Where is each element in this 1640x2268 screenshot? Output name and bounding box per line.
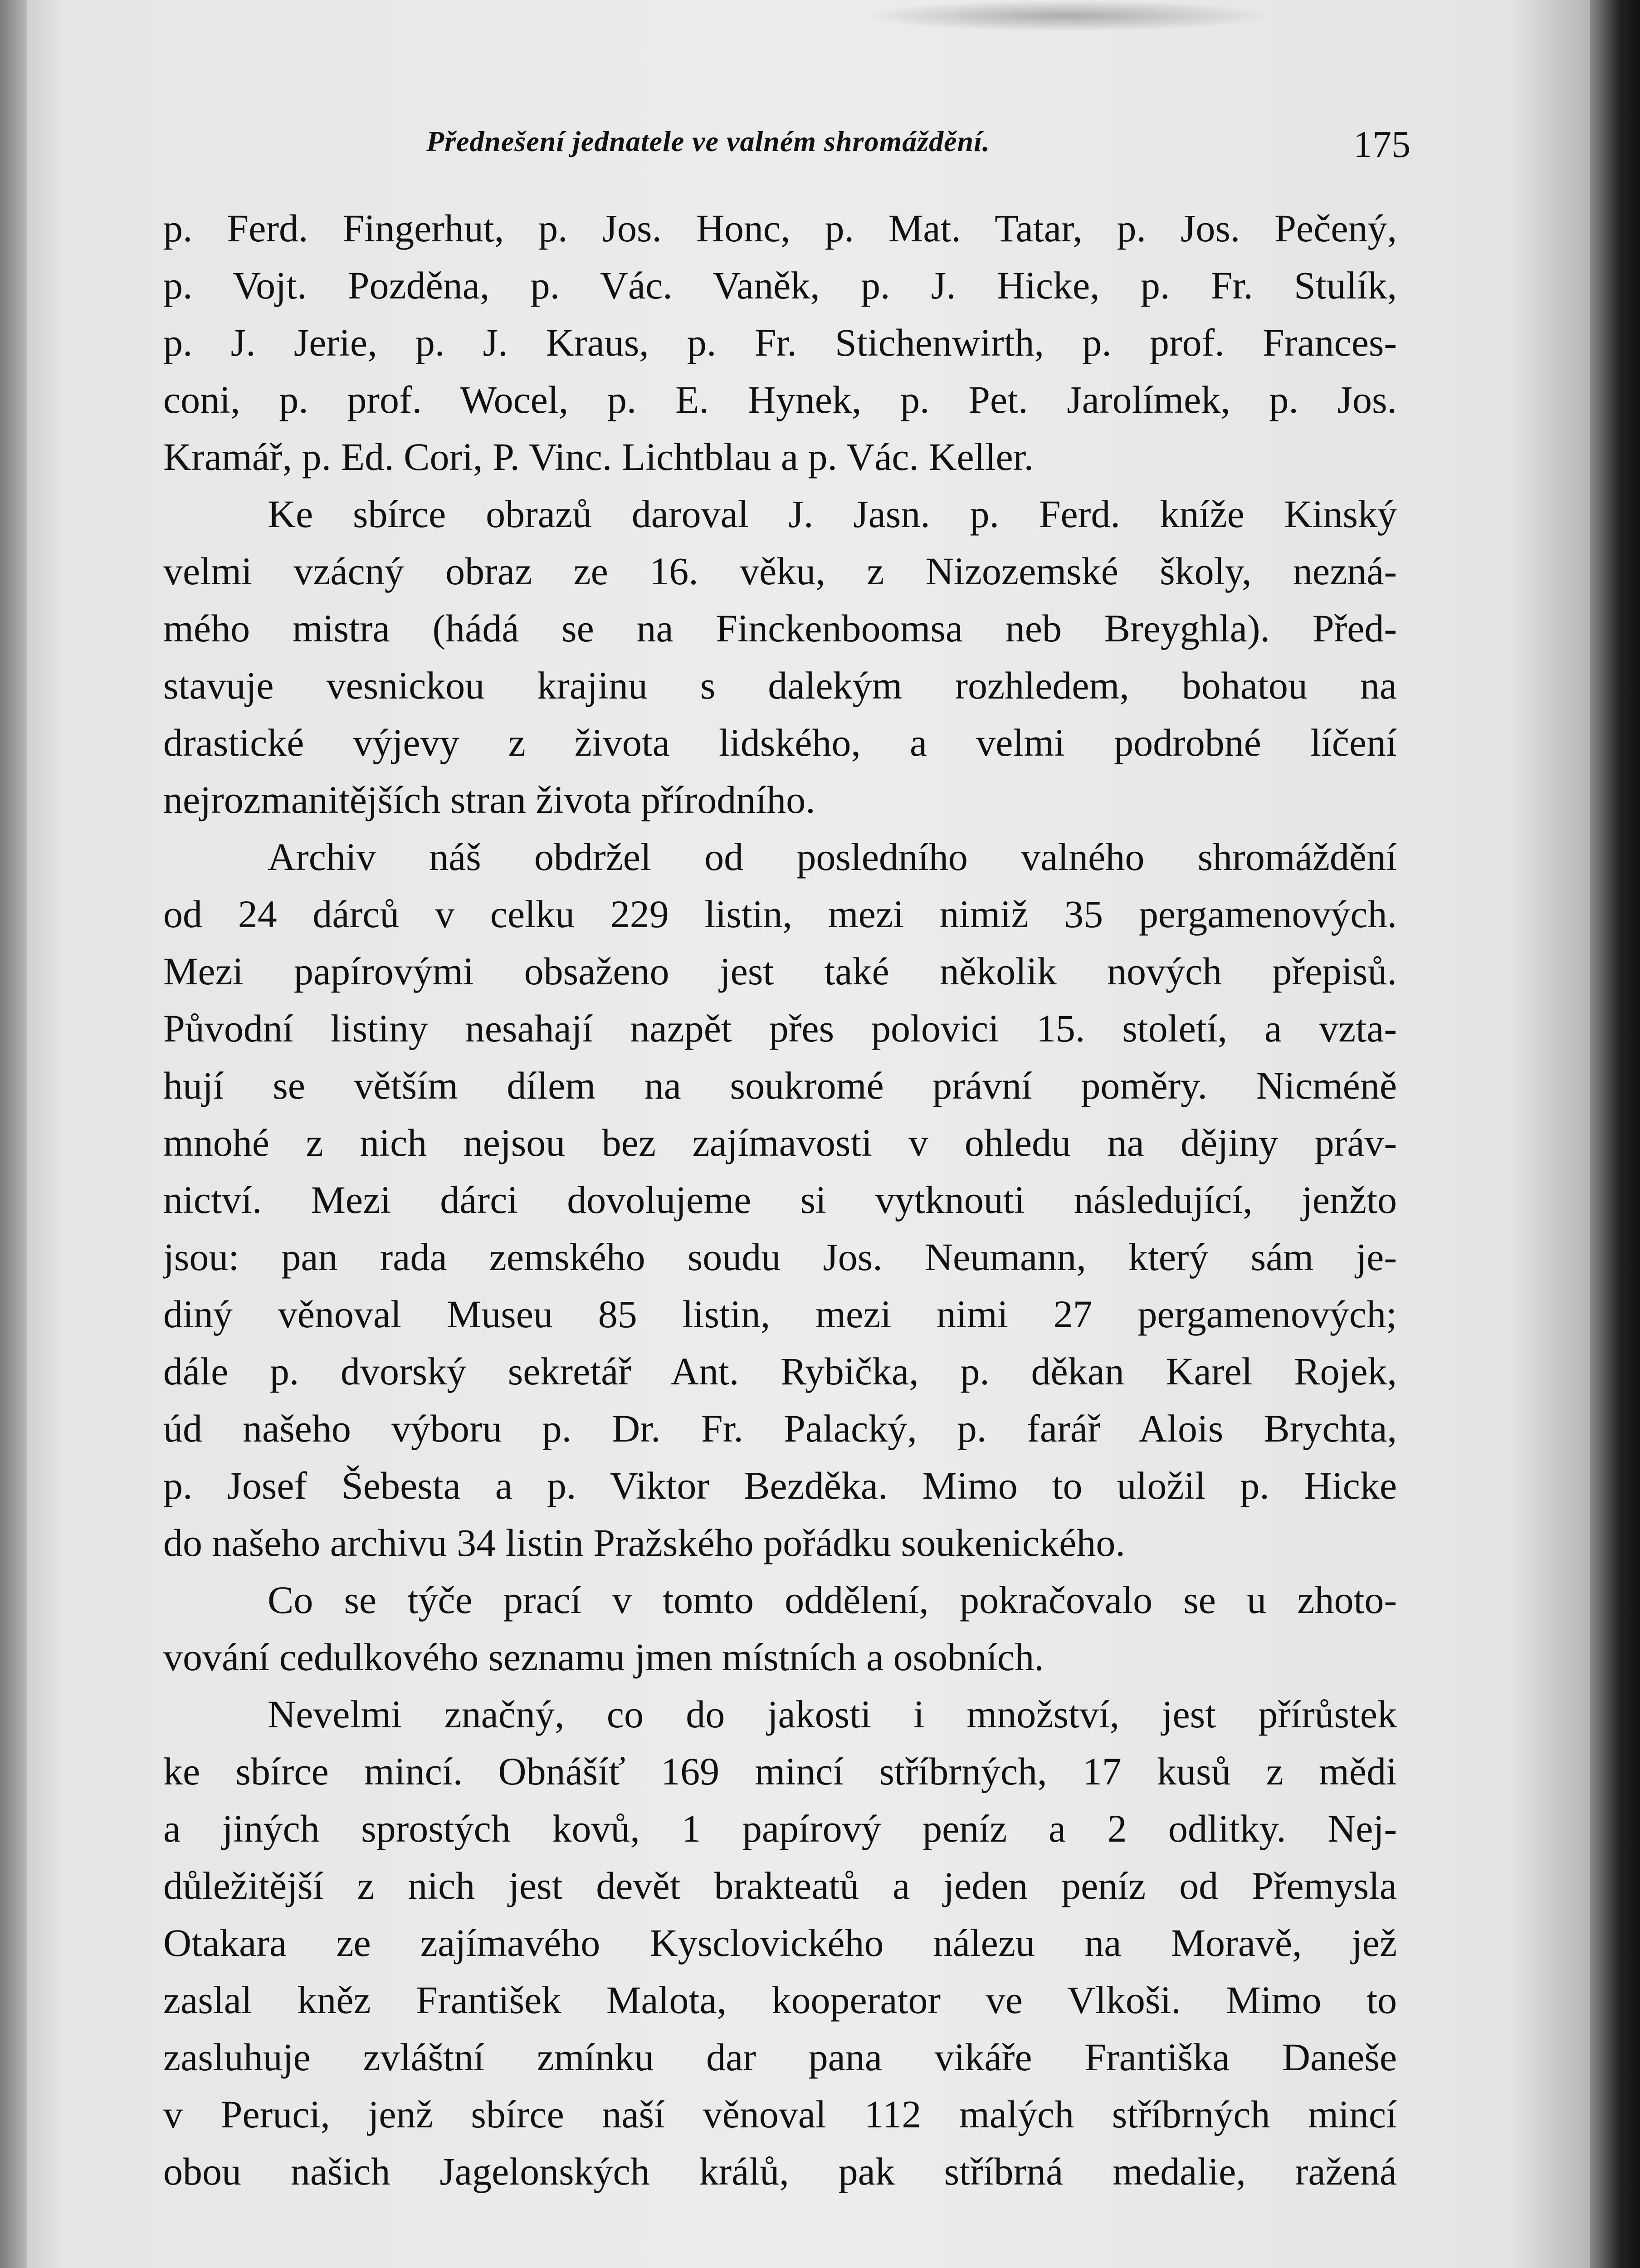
text-line-33: zasluhuje zvláštní zmínku dar pana vikáře Františka Daneše xyxy=(163,2035,1397,2079)
text-line-3: p. J. Jerie, p. J. Kraus, p. Fr. Stichenwirth, p. prof. Frances- xyxy=(163,321,1397,364)
page-right-edge xyxy=(1590,0,1640,2268)
text-line-12: Archiv náš obdržel od posledního valného shromáždění xyxy=(268,835,1397,879)
scan-smudge xyxy=(862,0,1270,32)
text-line-4: coni, p. prof. Wocel, p. E. Hynek, p. Pet. Jarolímek, p. Jos. xyxy=(163,378,1397,421)
text-line-29: a jiných sprostých kovů, 1 papírový peníz a 2 odlitky. Nej- xyxy=(163,1807,1397,1850)
text-line-27: Nevelmi značný, co do jakosti i množství, jest přírůstek xyxy=(268,1692,1397,1736)
text-line-6: Ke sbírce obrazů daroval J. Jasn. p. Ferd. kníže Kinský xyxy=(268,492,1397,536)
text-line-34: v Peruci, jenž sbírce naší věnoval 112 malých stříbrných mincí xyxy=(163,2092,1397,2136)
text-line-18: nictví. Mezi dárci dovolujeme si vytknouti následující, jenžto xyxy=(163,1178,1397,1222)
text-line-30: důležitější z nich jest devět brakteatů a jeden peníz od Přemysla xyxy=(163,1864,1397,1907)
page-left-edge xyxy=(0,0,27,2268)
text-line-9: stavuje vesnickou krajinu s dalekým rozhledem, bohatou na xyxy=(163,664,1397,707)
text-line-17: mnohé z nich nejsou bez zajímavosti v ohledu na dějiny práv- xyxy=(163,1121,1397,1164)
text-line-19: jsou: pan rada zemského soudu Jos. Neumann, který sám je- xyxy=(163,1235,1397,1279)
text-line-2: p. Vojt. Pozděna, p. Vác. Vaněk, p. J. Hicke, p. Fr. Stulík, xyxy=(163,264,1397,307)
text-line-16: hují se větším dílem na soukromé právní poměry. Nicméně xyxy=(163,1064,1397,1107)
text-line-1: p. Ferd. Fingerhut, p. Jos. Honc, p. Mat. Tatar, p. Jos. Pečený, xyxy=(163,206,1397,250)
text-line-13: od 24 dárců v celku 229 listin, mezi nimiž 35 pergamenových. xyxy=(163,892,1397,936)
text-line-20: diný věnoval Museu 85 listin, mezi nimi 27 pergamenových; xyxy=(163,1292,1397,1336)
page-header xyxy=(163,113,1411,168)
text-line-8: mého mistra (hádá se na Finckenboomsa neb Breyghla). Před- xyxy=(163,606,1397,650)
text-line-7: velmi vzácný obraz ze 16. věku, z Nizozemské školy, nezná- xyxy=(163,549,1397,593)
text-line-21: dále p. dvorský sekretář Ant. Rybička, p. děkan Karel Rojek, xyxy=(163,1349,1397,1393)
text-line-31: Otakara ze zajímavého Kysclovického nálezu na Moravě, jež xyxy=(163,1921,1397,1965)
text-line-26: vování cedulkového seznamu jmen místních a osobních. xyxy=(163,1635,1044,1679)
book-page xyxy=(163,113,1411,2193)
text-line-23: p. Josef Šebesta a p. Viktor Bezděka. Mimo to uložil p. Hicke xyxy=(163,1464,1397,1507)
text-line-25: Co se týče prací v tomto oddělení, pokračovalo se u zhoto- xyxy=(268,1578,1397,1622)
text-line-22: úd našeho výboru p. Dr. Fr. Palacký, p. farář Alois Brychta, xyxy=(163,1407,1397,1450)
text-line-11: nejrozmanitějších stran života přírodního. xyxy=(163,778,815,821)
text-line-28: ke sbírce mincí. Obnášíť 169 mincí stříbrných, 17 kusů z mědi xyxy=(163,1750,1397,1793)
text-line-35: obou našich Jagelonských králů, pak stříbrná medalie, ražená xyxy=(163,2150,1397,2193)
text-line-14: Mezi papírovými obsaženo jest také několik nových přepisů. xyxy=(163,949,1397,993)
text-line-24: do našeho archivu 34 listin Pražského pořádku soukenického. xyxy=(163,1521,1125,1564)
body-text xyxy=(163,200,1397,2200)
text-line-5: Kramář, p. Ed. Cori, P. Vinc. Lichtblau a p. Vác. Keller. xyxy=(163,435,1034,479)
text-line-10: drastické výjevy z života lidského, a velmi podrobné líčení xyxy=(163,721,1397,764)
running-title: Přednešení jednatele ve valném shromáždění. xyxy=(426,125,990,157)
text-line-32: zaslal kněz František Malota, kooperator ve Vlkoši. Mimo to xyxy=(163,1978,1397,2022)
text-line-15: Původní listiny nesahají nazpět přes polovici 15. století, a vzta- xyxy=(163,1007,1397,1050)
page-number: 175 xyxy=(1353,123,1411,166)
